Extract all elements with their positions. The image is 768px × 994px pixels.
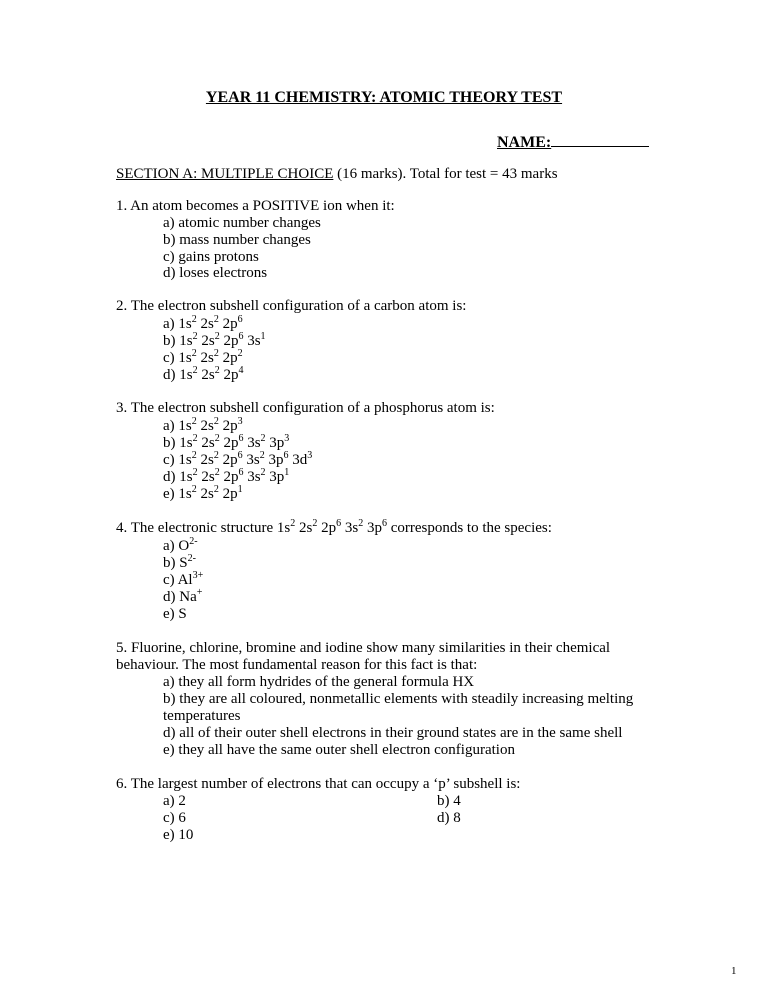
q2-option-d: d) $1s^2$ $2s^2$ $2p^4$ [163,365,244,383]
q1-option-b: b) mass number changes [163,232,311,248]
q5-option-d: d) all of their outer shell electrons in their ground states are in the same shell [163,725,623,741]
q3-option-d: d) $1s^2$ $2s^2$ $2p^6$ $3s^2$ $3p^1$ [163,467,290,485]
q2-option-c: c) $1s^2$ $2s^2$ $2p^2$ [163,348,243,366]
page-title: YEAR 11 CHEMISTRY: ATOMIC THEORY TEST [205,89,563,106]
q5-option-b: b) they are all coloured, nonmetallic elements with steadily increasing melting temperatures [163,691,634,724]
q2-option-b: b) $1s^2$ $2s^2$ $2p^6$ $3s^1$ [163,331,266,349]
q3-stem: 3. The electron subshell configuration of a phosphorus atom is: [116,400,495,416]
section-heading: SECTION A: MULTIPLE CHOICE [116,166,334,182]
q6-option-a: a) 2 [163,793,186,809]
section-marks: (16 marks). Total for test = 43 marks [333,166,558,182]
section-heading-line [116,166,558,183]
q5-option-e: e) they all have the same outer shell electron configuration [163,742,515,758]
q6-option-e: e) 10 [163,827,194,843]
q1-option-c: c) gains protons [163,249,259,265]
q4-option-d: d) Na+ [163,587,203,605]
q1-stem: 1. An atom becomes a POSITIVE ion when it: [116,198,395,214]
name-blank-line [551,132,649,147]
q6-option-c: c) 6 [163,810,186,826]
q1-option-d: d) loses electrons [163,265,268,281]
name-label: NAME: [497,134,552,151]
q4-option-b: b) $S^{2-}$ [163,553,196,571]
q4-option-e: e) S [163,606,187,622]
q3-option-e: e) $1s^2$ $2s^2$ $2p^1$ [163,484,243,502]
q1-option-a: a) atomic number changes [163,215,321,231]
q3-option-b: b) $1s^2$ $2s^2$ $2p^6$ $3s^2$ $3p^3$ [163,433,290,451]
q5-stem: 5. Fluorine, chlorine, bromine and iodine show many similarities in their chemical behaviour. The most fundamental reason for this fact is that: [116,640,611,673]
q4-stem: 4. The electronic structure $1s^2$ $2s^2$ $2p^6$ $3s^2$ $3p^6$ corresponds to the species: [116,518,552,536]
q2-stem: 2. The electron subshell configuration of a carbon atom is: [116,298,467,314]
q6-option-d: d) 8 [437,810,461,826]
q4-option-a: a) $O^{2-}$ [163,536,198,554]
name-field [497,132,649,151]
q6-option-b: b) 4 [437,793,461,809]
q4-option-c: c) $Al^{3+}$ [163,570,204,588]
q3-option-a: a) $1s^2$ $2s^2$ $2p^3$ [163,416,243,434]
q2-option-a: a) $1s^2$ $2s^2$ $2p^6$ [163,314,243,332]
q6-stem: 6. The largest number of electrons that can occupy a ‘p’ subshell is: [116,776,521,792]
q3-option-c: c) $1s^2$ $2s^2$ $2p^6$ $3s^2$ $3p^6$ $3d^3$ [163,450,313,468]
page-number: 1 [731,965,737,977]
q5-option-a: a) they all form hydrides of the general formula HX [163,674,475,690]
